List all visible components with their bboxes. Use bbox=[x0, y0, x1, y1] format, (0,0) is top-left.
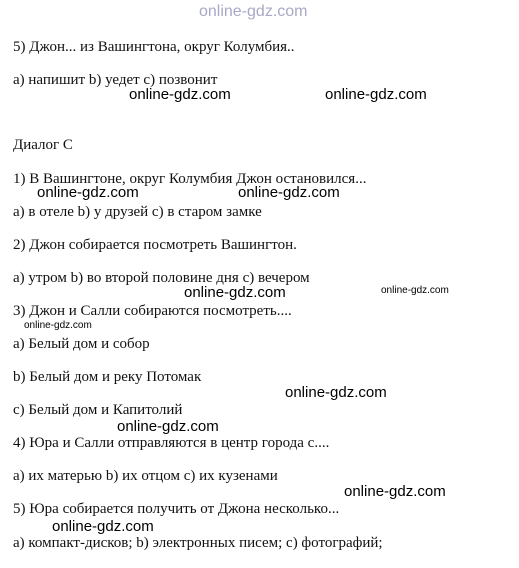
question-3-option-c: c) Белый дом и Капитолий bbox=[13, 402, 183, 418]
watermark: online-gdz.com bbox=[24, 320, 92, 331]
watermark: online-gdz.com bbox=[381, 285, 449, 296]
question-5-yura-options: a) компакт-дисков; b) электронных писем; c) фотографий; bbox=[13, 535, 383, 551]
question-3: 3) Джон и Салли собираются посмотреть.... bbox=[13, 303, 292, 319]
watermark: online-gdz.com bbox=[238, 184, 340, 201]
watermark: online-gdz.com bbox=[37, 184, 139, 201]
watermark: online-gdz.com bbox=[325, 86, 427, 103]
question-5-john: 5) Джон... из Вашингтона, округ Колумбия.. bbox=[13, 39, 295, 55]
question-3-option-a: a) Белый дом и собор bbox=[13, 336, 150, 352]
watermark: online-gdz.com bbox=[184, 284, 286, 301]
watermark: online-gdz.com bbox=[285, 384, 387, 401]
watermark: online-gdz.com bbox=[117, 418, 219, 435]
watermark: online-gdz.com bbox=[129, 86, 231, 103]
watermark: online-gdz.com bbox=[344, 483, 446, 500]
question-1: 1) В Вашингтоне, округ Колумбия Джон остановился... bbox=[13, 171, 367, 187]
question-2-options: a) утром b) во второй половине дня c) вечером bbox=[13, 270, 310, 286]
question-3-option-b: b) Белый дом и реку Потомак bbox=[13, 369, 202, 385]
question-4-options: a) их матерью b) их отцом c) их кузенами bbox=[13, 468, 278, 484]
dialog-heading: Диалог С bbox=[13, 137, 73, 153]
question-1-options: a) в отеле b) у друзей c) в старом замке bbox=[13, 204, 262, 220]
question-2: 2) Джон собирается посмотреть Вашингтон. bbox=[13, 237, 297, 253]
watermark: online-gdz.com bbox=[52, 518, 154, 535]
question-5-yura: 5) Юра собирается получить от Джона несколько... bbox=[13, 501, 340, 517]
question-4: 4) Юра и Салли отправляются в центр города с.... bbox=[13, 435, 330, 451]
question-5-john-options: a) напишит b) уедет c) позвонит bbox=[13, 72, 218, 88]
watermark-top: online-gdz.com bbox=[199, 3, 308, 20]
